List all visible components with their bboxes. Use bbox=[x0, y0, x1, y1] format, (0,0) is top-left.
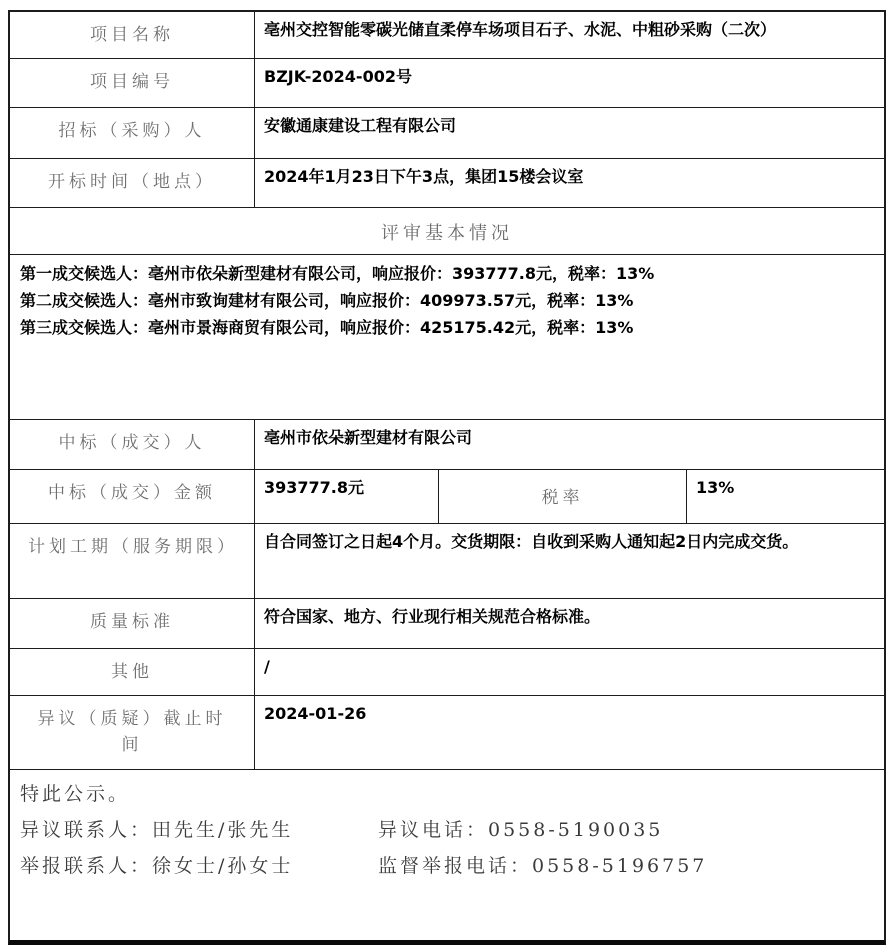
amount-label: 中标（成交）金额 bbox=[10, 470, 255, 523]
winner-label: 中标（成交）人 bbox=[10, 420, 255, 469]
review-section-header: 评审基本情况 bbox=[10, 208, 884, 255]
table-row-project-name bbox=[10, 12, 884, 59]
quality-value: 符合国家、地方、行业现行相关规范合格标准。 bbox=[264, 607, 601, 626]
project-name-label: 项目名称 bbox=[10, 12, 255, 58]
public-notice-line: 特此公示。 bbox=[20, 783, 131, 805]
other-value: / bbox=[264, 657, 270, 676]
other-label: 其他 bbox=[10, 649, 255, 695]
table-row-project-number bbox=[10, 59, 884, 108]
project-name-value: 亳州交控智能零碳光储直柔停车场项目石子、水泥、中粗砂采购（二次） bbox=[264, 20, 777, 39]
second-candidate-line: 第二成交候选人：亳州市致询建材有限公司，响应报价：409973.57元，税率：13% bbox=[20, 291, 634, 310]
candidates-cell bbox=[10, 255, 884, 420]
objection-contact-line bbox=[20, 812, 872, 848]
objection-phone: 异议电话：0558-5190035 bbox=[378, 819, 664, 841]
table-row-quality bbox=[10, 599, 884, 649]
project-number-value: BZJK-2024-002号 bbox=[264, 67, 412, 86]
period-value: 自合同签订之日起4个月。交货期限：自收到采购人通知起2日内完成交货。 bbox=[264, 532, 799, 551]
objection-deadline-label: 异议（质疑）截止时间 bbox=[10, 696, 255, 769]
report-contact-line bbox=[20, 848, 872, 884]
purchaser-label: 招标（采购）人 bbox=[10, 108, 255, 158]
purchaser-value: 安徽通康建设工程有限公司 bbox=[264, 116, 457, 135]
report-phone: 监督举报电话：0558-5196757 bbox=[378, 855, 708, 877]
footer-cell bbox=[10, 770, 884, 940]
table-row-winner bbox=[10, 420, 884, 470]
tax-rate-value: 13% bbox=[696, 478, 735, 497]
report-contact: 举报联系人：徐女士/孙女士 bbox=[20, 855, 294, 877]
table-row-amount bbox=[10, 470, 884, 524]
project-number-label: 项目编号 bbox=[10, 59, 255, 107]
objection-deadline-value: 2024-01-26 bbox=[264, 704, 367, 723]
table-row-purchaser bbox=[10, 108, 884, 159]
bid-opening-label: 开标时间（地点） bbox=[10, 159, 255, 207]
quality-label: 质量标准 bbox=[10, 599, 255, 648]
table-row-bid-opening bbox=[10, 159, 884, 208]
objection-contact: 异议联系人：田先生/张先生 bbox=[20, 819, 294, 841]
table-row-objection-deadline bbox=[10, 696, 884, 770]
period-label: 计划工期（服务期限） bbox=[10, 524, 255, 598]
tax-rate-label: 税率 bbox=[439, 470, 687, 523]
amount-value: 393777.8元 bbox=[255, 470, 439, 523]
bid-opening-value: 2024年1月23日下午3点，集团15楼会议室 bbox=[264, 167, 584, 186]
first-candidate-line: 第一成交候选人：亳州市依朵新型建材有限公司，响应报价：393777.8元，税率：13% bbox=[20, 264, 655, 283]
third-candidate-line: 第三成交候选人：亳州市景海商贸有限公司，响应报价：425175.42元，税率：13% bbox=[20, 318, 634, 337]
winner-value: 亳州市依朵新型建材有限公司 bbox=[264, 428, 473, 447]
table-row-period bbox=[10, 524, 884, 599]
announcement-table bbox=[8, 10, 886, 945]
table-row-other bbox=[10, 649, 884, 696]
